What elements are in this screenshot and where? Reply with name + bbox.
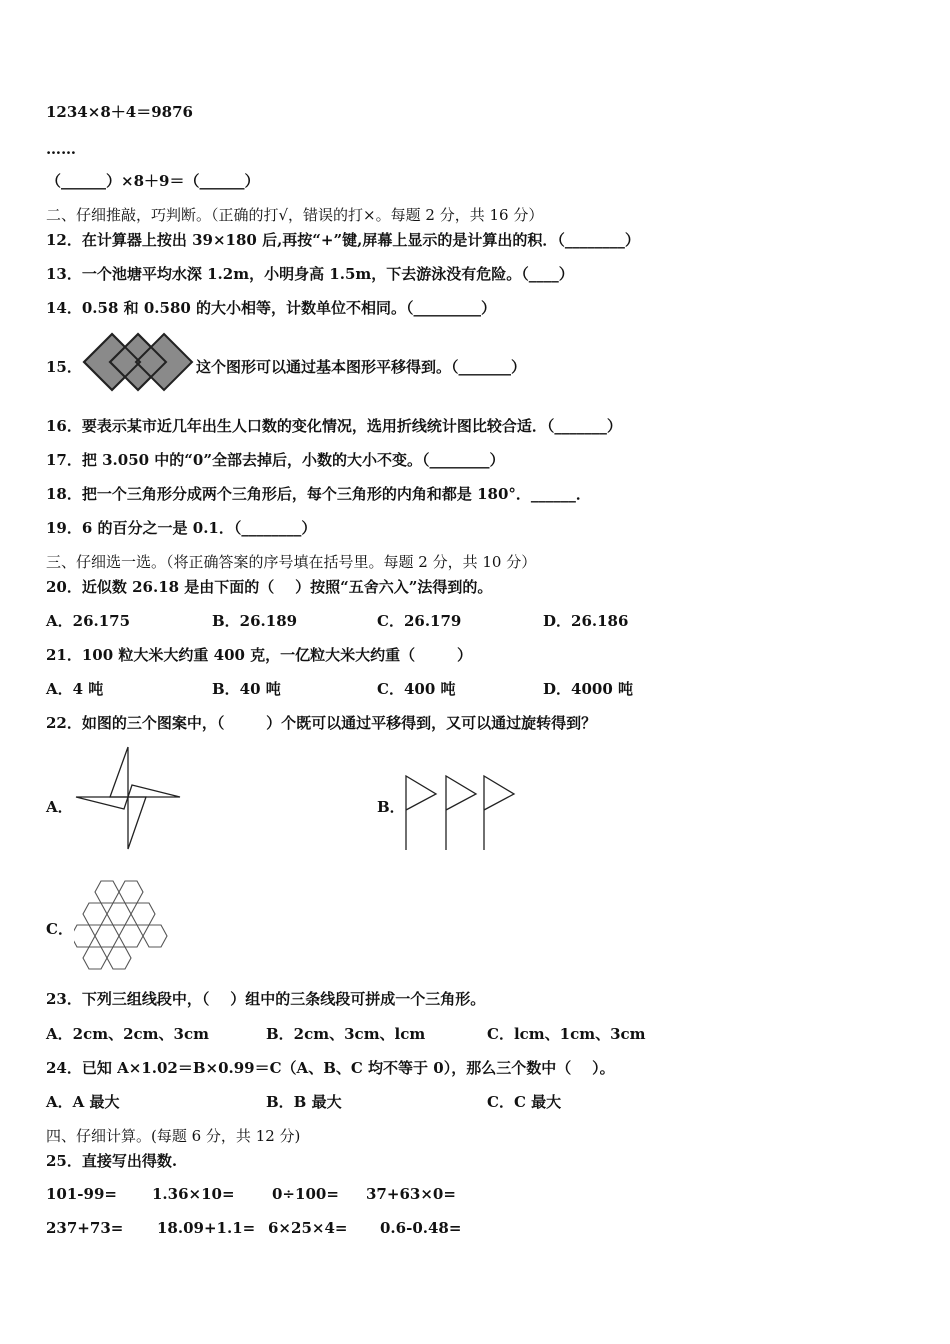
question-23: 23．下列三组线段中，（ ）组中的三条线段可拼成一个三角形。 bbox=[46, 990, 486, 1008]
section-2-heading: 二、仔细推敲，巧判断。（正确的打√，错误的打×。每题 2 分，共 16 分） bbox=[46, 206, 544, 224]
calc-item: 1.36×10= bbox=[152, 1185, 235, 1203]
q24-option-c: C．C 最大 bbox=[487, 1093, 562, 1111]
q20-option-b: B．26.189 bbox=[212, 612, 298, 630]
overlapping-diamonds-figure bbox=[82, 332, 194, 392]
q24-option-b: B．B 最大 bbox=[266, 1093, 342, 1111]
question-19: 19．6 的百分之一是 0.1．（________） bbox=[46, 519, 317, 537]
calc-item: 0.6-0.48= bbox=[380, 1219, 462, 1237]
q20-option-d: D．26.186 bbox=[543, 612, 629, 630]
question-18: 18．把一个三角形分成两个三角形后，每个三角形的内角和都是 180°．______． bbox=[46, 485, 591, 503]
question-15-number: 15． bbox=[46, 358, 82, 376]
calc-item: 237+73= bbox=[46, 1219, 124, 1237]
q21-option-a: A．4 吨 bbox=[46, 680, 104, 698]
question-16: 16．要表示某市近几年出生人口数的变化情况，选用折线统计图比较合适．（_______） bbox=[46, 417, 622, 435]
pinwheel-figure bbox=[74, 745, 184, 853]
q24-option-a: A．A 最大 bbox=[46, 1093, 120, 1111]
q22-label-b: B． bbox=[377, 798, 405, 816]
question-17: 17．把 3.050 中的“0”全部去掉后，小数的大小不变。（________） bbox=[46, 451, 505, 469]
calc-item: 6×25×4= bbox=[268, 1219, 348, 1237]
question-22: 22．如图的三个图案中，（ ）个既可以通过平移得到，又可以通过旋转得到？ bbox=[46, 714, 597, 732]
question-14: 14．0.58 和 0.580 的大小相等，计数单位不相同。（_________） bbox=[46, 299, 497, 317]
calc-item: 101-99= bbox=[46, 1185, 117, 1203]
three-flags-figure bbox=[402, 772, 520, 852]
q20-option-c: C．26.179 bbox=[377, 612, 462, 630]
q21-option-c: C．400 吨 bbox=[377, 680, 456, 698]
question-13: 13．一个池塘平均水深 1.2m，小明身高 1.5m，下去游泳没有危险。（____） bbox=[46, 265, 574, 283]
equation-line-1: 1234×8＋4＝9876 bbox=[46, 103, 193, 121]
q22-label-a: A． bbox=[46, 798, 73, 816]
question-12: 12．在计算器上按出 39×180 后,再按“+”键,屏幕上显示的是计算出的积．（________） bbox=[46, 231, 640, 249]
q22-label-c: C． bbox=[46, 920, 73, 938]
calc-item: 37+63×0= bbox=[366, 1185, 456, 1203]
hexagon-pattern-figure bbox=[74, 878, 168, 974]
question-21: 21．100 粒大米大约重 400 克，一亿粒大米大约重（ ） bbox=[46, 646, 472, 664]
section-4-heading: 四、仔细计算。(每题 6 分，共 12 分) bbox=[46, 1127, 301, 1145]
question-25: 25．直接写出得数. bbox=[46, 1152, 178, 1170]
question-24: 24．已知 A×1.02＝B×0.99＝C（A、B、C 均不等于 0），那么三个数中（ ）。 bbox=[46, 1059, 615, 1077]
q21-option-b: B．40 吨 bbox=[212, 680, 281, 698]
calc-item: 0÷100= bbox=[272, 1185, 339, 1203]
section-3-heading: 三、仔细选一选。（将正确答案的序号填在括号里。每题 2 分，共 10 分） bbox=[46, 553, 537, 571]
q21-option-d: D．4000 吨 bbox=[543, 680, 633, 698]
calc-item: 18.09+1.1= bbox=[157, 1219, 256, 1237]
question-15-text: 这个图形可以通过基本图形平移得到。（_______） bbox=[196, 358, 527, 376]
q20-option-a: A．26.175 bbox=[46, 612, 131, 630]
q23-option-b: B．2cm、3cm、lcm bbox=[266, 1025, 426, 1043]
q23-option-c: C．lcm、1cm、3cm bbox=[487, 1025, 646, 1043]
equation-line-blank: （______）×8＋9＝（______） bbox=[46, 172, 260, 190]
ellipsis-line: …… bbox=[46, 140, 76, 158]
question-20: 20．近似数 26.18 是由下面的（ ）按照“五舍六入”法得到的。 bbox=[46, 578, 493, 596]
q23-option-a: A．2cm、2cm、3cm bbox=[46, 1025, 209, 1043]
